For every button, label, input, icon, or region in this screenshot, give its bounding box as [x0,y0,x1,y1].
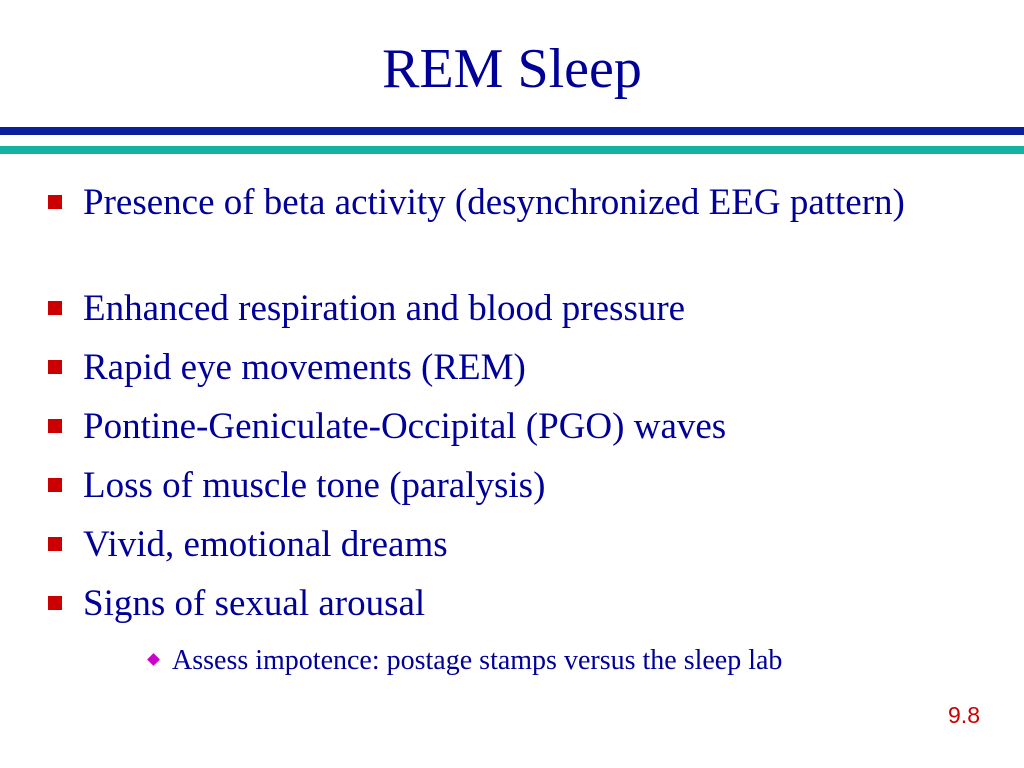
slide-title: REM Sleep [382,38,642,100]
page-number: 9.8 [948,702,980,728]
square-bullet-icon [48,195,62,209]
bullet-text: Presence of beta activity (desynchronized EEG pattern) [83,182,905,223]
sub-bullet-text: Assess impotence: postage stamps versus the sleep lab [172,645,783,676]
square-bullet-icon [48,360,62,374]
square-bullet-icon [48,537,62,551]
square-bullet-icon [48,419,62,433]
bullet-text: Pontine-Geniculate-Occipital (PGO) waves [83,406,727,447]
bullet-text: Vivid, emotional dreams [83,524,448,565]
bullet-text: Rapid eye movements (REM) [83,347,526,388]
square-bullet-icon [48,478,62,492]
bullet-text: Signs of sexual arousal [83,583,426,624]
bullet-text: Enhanced respiration and blood pressure [83,288,686,329]
square-bullet-icon [48,596,62,610]
square-bullet-icon [48,301,62,315]
bullet-text: Loss of muscle tone (paralysis) [83,465,546,506]
